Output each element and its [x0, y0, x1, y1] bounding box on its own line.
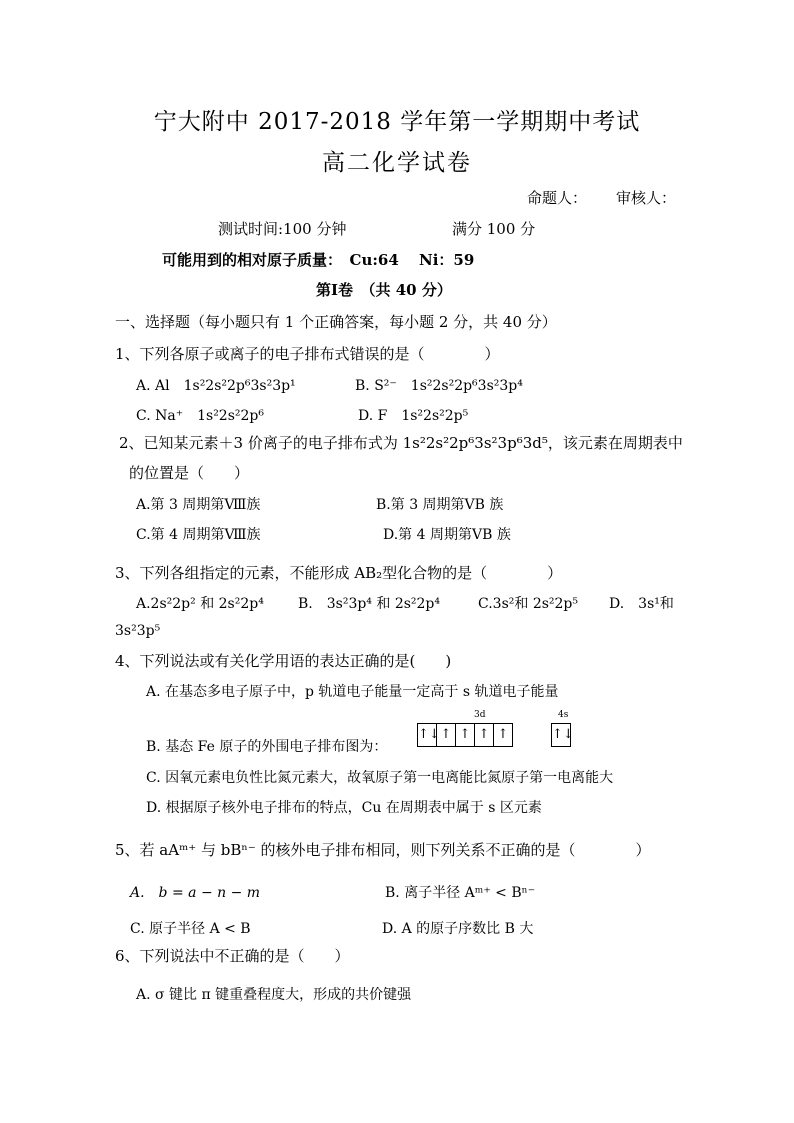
q2-option-b: B.第 3 周期第ⅤB 族: [376, 497, 504, 513]
q1-option-b: B. S²⁻ 1s²2s²2p⁶3s²3p⁴: [355, 378, 523, 394]
orbital-box: ↑: [497, 727, 509, 742]
orbital-diagram-4s: [551, 723, 574, 747]
question-3-stem: 3、下列各组指定的元素，不能形成 AB₂型化合物的是（ ）: [115, 564, 563, 582]
orbital-box: ↑: [437, 724, 456, 746]
exam-title: 宁大附中 2017-2018 学年第一学期期中考试: [153, 109, 641, 135]
orbital-box: ↑↓: [552, 727, 574, 742]
q3-option-c: C.3s²和 2s²2p⁵: [478, 596, 579, 612]
q5-option-b: B. 离子半径 Aᵐ⁺ < Bⁿ⁻: [385, 885, 536, 901]
q3-option-d: D. 3s¹和: [609, 596, 674, 612]
q1-option-d: D. F 1s²2s²2p⁵: [358, 408, 469, 424]
question-6-stem: 6、下列说法中不正确的是（ ）: [115, 947, 350, 965]
q3-option-a: A.2s²2p² 和 2s²2p⁴: [136, 596, 264, 612]
q2-option-c: C.第 4 周期第Ⅷ族: [136, 527, 261, 543]
q4-option-b: B. 基态 Fe 原子的外围电子排布图为：: [146, 739, 388, 755]
q4-option-a: A. 在基态多电子原子中，p 轨道电子能量一定高于 s 轨道电子能量: [146, 684, 559, 700]
exam-subtitle: 高二化学试卷: [322, 150, 472, 176]
question-1-stem: 1、下列各原子或离子的电子排布式错误的是（ ）: [115, 345, 500, 363]
part-title: 第Ⅰ卷 （共 40 分）: [316, 281, 452, 299]
author-label: 命题人：: [527, 189, 588, 207]
reviewer-label: 审核人：: [616, 189, 677, 207]
q5-option-d: D. A 的原子序数比 B 大: [382, 921, 534, 937]
atomic-mass-note: 可能用到的相对原子质量： Cu:64 Ni：59: [162, 251, 475, 269]
q2-option-d: D.第 4 周期第ⅤB 族: [383, 527, 511, 543]
q3-option-b: B. 3s²3p⁴ 和 2s²2p⁴: [298, 596, 441, 612]
q1-option-c: C. Na⁺ 1s²2s²2p⁶: [136, 408, 264, 424]
q4-option-d: D. 根据原子核外电子排布的特点，Cu 在周期表中属于 s 区元素: [146, 800, 542, 816]
q1-option-a: A. Al 1s²2s²2p⁶3s²3p¹: [136, 378, 296, 394]
question-5-stem: 5、若 aAᵐ⁺ 与 bBⁿ⁻ 的核外电子排布相同，则下列关系不正确的是（ ）: [115, 841, 651, 859]
orbital-3d-label: 3d: [474, 710, 486, 720]
q3-option-d-cont: 3s²3p⁵: [115, 623, 161, 639]
time-label: 测试时间:100 分钟: [218, 220, 347, 238]
question-2-stem-cont: 的位置是（ ）: [129, 464, 250, 482]
orbital-box: ↑: [456, 724, 475, 746]
orbital-box: ↑↓: [418, 724, 437, 746]
question-2-stem: 2、已知某元素＋3 价离子的电子排布式为 1s²2s²2p⁶3s²3p⁶3d⁵，该元素在周期表中: [119, 434, 683, 452]
question-4-stem: 4、下列说法或有关化学用语的表达正确的是( ): [115, 652, 452, 670]
q5-option-c: C. 原子半径 A < B: [130, 921, 251, 937]
section-heading: 一、选择题（每小题只有 1 个正确答案，每小题 2 分，共 40 分）: [115, 313, 557, 331]
orbital-box: ↑: [475, 724, 494, 746]
orbital-4s-label: 4s: [558, 710, 569, 720]
q6-option-a: A. σ 键比 π 键重叠程度大，形成的共价键强: [136, 987, 412, 1003]
q2-option-a: A.第 3 周期第Ⅷ族: [136, 497, 261, 513]
orbital-diagram-3d: [417, 723, 513, 747]
q4-option-c: C. 因氧元素电负性比氮元素大，故氧原子第一电离能比氮原子第一电离能大: [146, 770, 614, 786]
score-label: 满分 100 分: [452, 220, 536, 238]
q5-option-a: A. b = a − n − m: [130, 885, 261, 901]
